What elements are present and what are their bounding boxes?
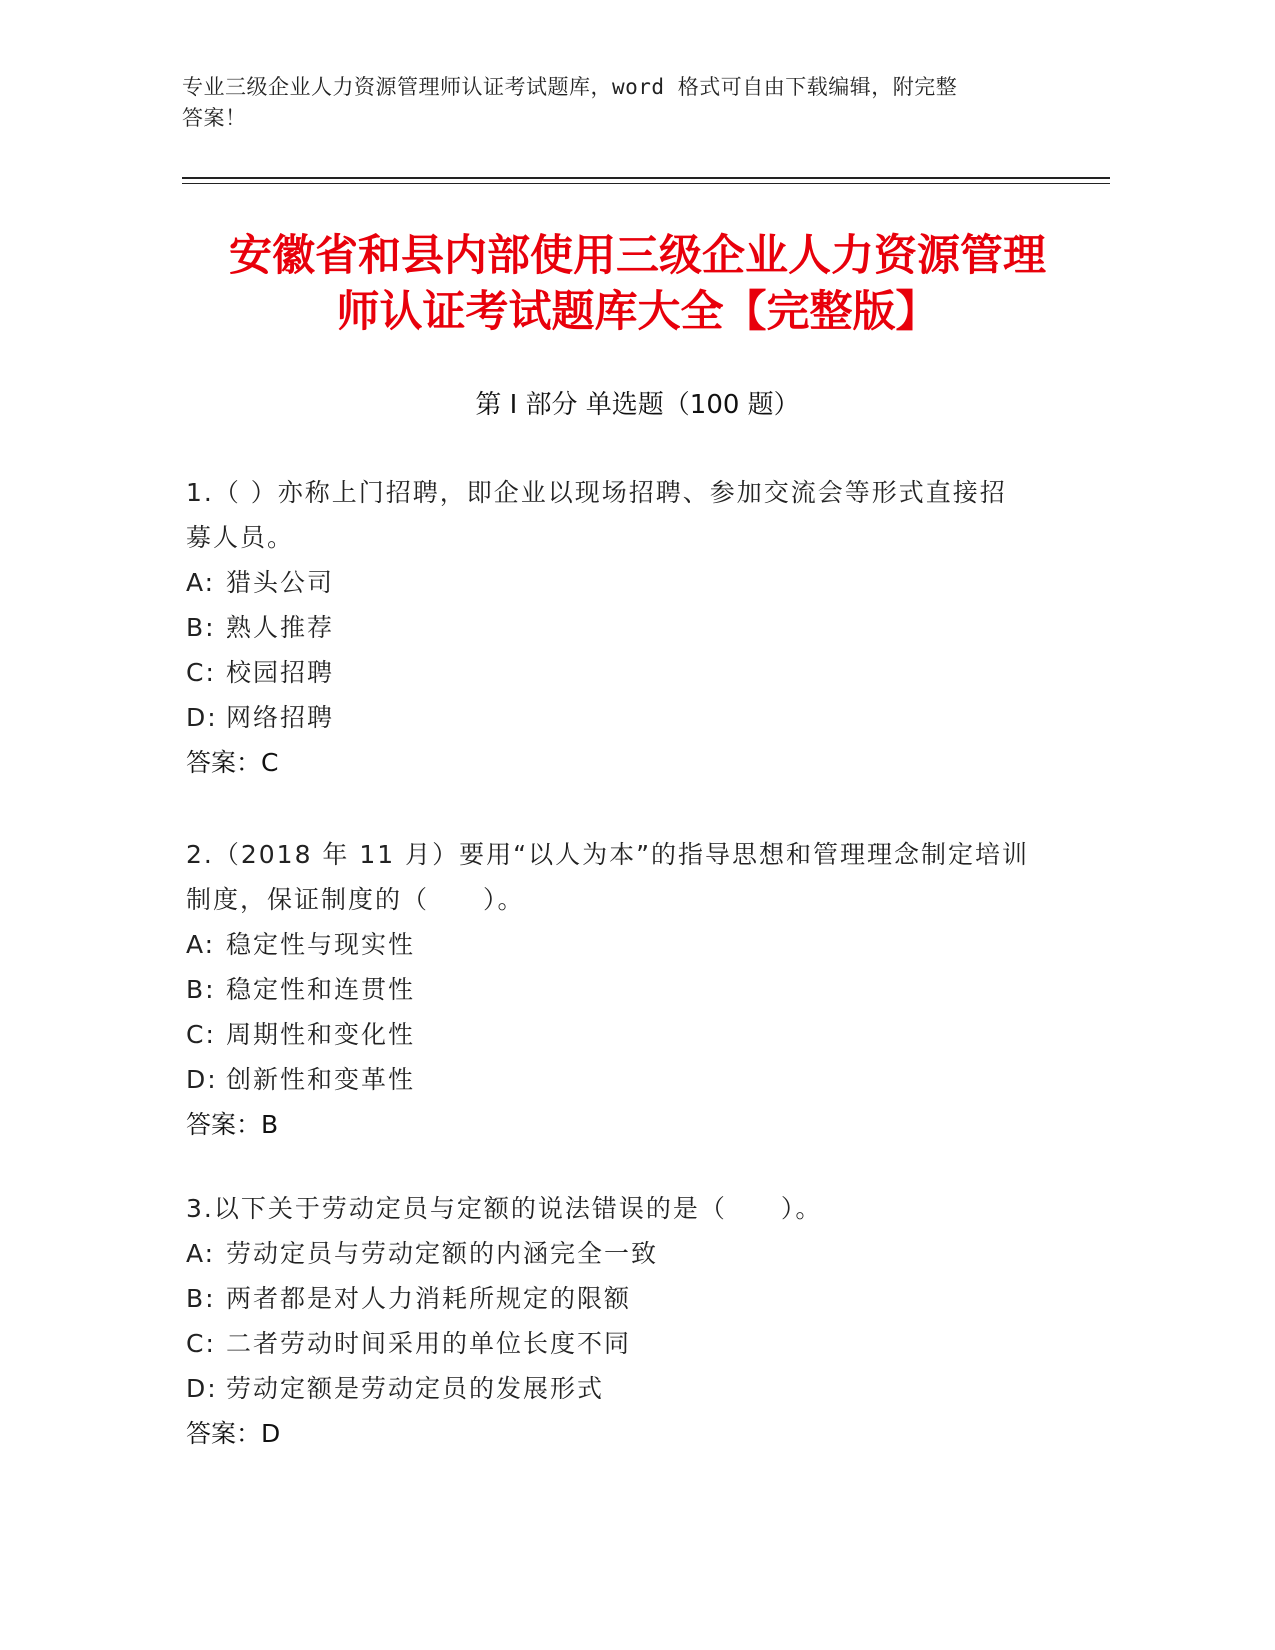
option-d [186, 1057, 1091, 1102]
option-text: 校园招聘 [226, 658, 335, 687]
option-text: 二者劳动时间采用的单位长度不同 [226, 1329, 632, 1358]
question-1 [186, 470, 1091, 785]
option-c [186, 1012, 1091, 1057]
option-text: 劳动定额是劳动定员的发展形式 [226, 1374, 605, 1403]
option-key: B: [186, 1284, 216, 1313]
question-stem-line1: 2.（2018 年 11 月）要用“以人为本”的指导思想和管理理念制定培训 [186, 840, 1030, 869]
option-key: C: [186, 658, 216, 687]
question-stem-line1: 1.（ ）亦称上门招聘，即企业以现场招聘、参加交流会等形式直接招 [186, 478, 1007, 507]
option-key: B: [186, 613, 216, 642]
answer-label: 答案：D [186, 1419, 281, 1448]
option-key: D: [186, 1374, 218, 1403]
header-note [182, 72, 1062, 134]
document-title [160, 228, 1115, 340]
option-d [186, 1366, 1091, 1411]
header-divider-thin [182, 183, 1110, 184]
question-stem-line2: 制度，保证制度的（ ）。 [186, 885, 525, 914]
option-key: B: [186, 975, 216, 1004]
document-title-line2: 师认证考试题库大全【完整版】 [336, 287, 939, 337]
answer-label: 答案：B [186, 1110, 279, 1139]
option-key: D: [186, 703, 218, 732]
option-b [186, 1276, 1091, 1321]
option-text: 熟人推荐 [226, 613, 335, 642]
option-text: 稳定性和连贯性 [226, 975, 416, 1004]
question-stem-line2: 募人员。 [186, 523, 295, 552]
document-title-line1: 安徽省和县内部使用三级企业人力资源管理 [229, 231, 1046, 281]
option-c [186, 1321, 1091, 1366]
option-d [186, 695, 1091, 740]
option-text: 两者都是对人力消耗所规定的限额 [226, 1284, 632, 1313]
option-text: 稳定性与现实性 [226, 930, 416, 959]
option-c [186, 650, 1091, 695]
option-a [186, 922, 1091, 967]
option-text: 创新性和变革性 [226, 1065, 416, 1094]
option-text: 网络招聘 [226, 703, 335, 732]
section-heading: 第 I 部分 单选题（100 题） [475, 390, 800, 420]
option-key: D: [186, 1065, 218, 1094]
option-a [186, 560, 1091, 605]
header-note-line2: 答案！ [182, 106, 247, 130]
question-3 [186, 1186, 1091, 1456]
option-key: A: [186, 568, 216, 597]
option-key: C: [186, 1329, 216, 1358]
option-b [186, 967, 1091, 1012]
header-note-line1: 专业三级企业人力资源管理师认证考试题库，word 格式可自由下载编辑，附完整 [182, 75, 958, 99]
option-key: C: [186, 1020, 216, 1049]
answer-label: 答案：C [186, 748, 279, 777]
option-text: 劳动定员与劳动定额的内涵完全一致 [226, 1239, 659, 1268]
option-b [186, 605, 1091, 650]
option-key: A: [186, 930, 216, 959]
question-stem-line1: 3.以下关于劳动定员与定额的说法错误的是（ ）。 [186, 1194, 823, 1223]
header-divider-thick [182, 177, 1110, 179]
option-text: 周期性和变化性 [226, 1020, 416, 1049]
option-text: 猎头公司 [226, 568, 335, 597]
option-key: A: [186, 1239, 216, 1268]
question-2 [186, 832, 1091, 1147]
option-a [186, 1231, 1091, 1276]
